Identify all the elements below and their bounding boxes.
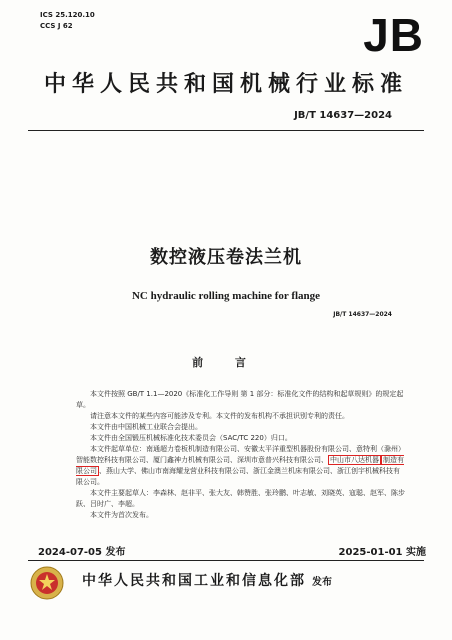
footer-divider [28, 560, 424, 561]
publishing-ministry [82, 570, 332, 590]
ministry-suffix: 发布 [312, 577, 332, 588]
jb-logo: JB [363, 9, 424, 61]
foreword-heading: 前 言 [192, 356, 260, 369]
foreword-paragraph: 本文件由中国机械工业联合会提出。 [90, 423, 202, 431]
ccs-code: CCS J 62 [40, 22, 73, 30]
document-title-english: NC hydraulic rolling machine for flange [131, 290, 321, 302]
foreword-paragraph-drafters [76, 444, 406, 488]
drafter-units-part-a: 本文件起草单位：南通超力卷板机制造有限公司、安徽太平洋重型机器股份有限公司、意特利（滁州）智能数控科技有限公司、厦门鑫神力机械有限公司、深圳市意普兴科技有限公司、 [76, 445, 405, 464]
foreword-paragraph: 本文件为首次发布。 [90, 511, 153, 519]
foreword-body [76, 389, 406, 521]
foreword-paragraph: 本文件按照 GB/T 1.1—2020《标准化工作导则 第 1 部分：标准化文件的结构和起草规则》的规定起草。 [76, 390, 404, 409]
ics-code: ICS 25.120.10 [40, 11, 95, 19]
ministry-name: 中华人民共和国工业和信息化部 [82, 573, 306, 589]
foreword-paragraph: 请注意本文件的某些内容可能涉及专利。本文件的发布机构不承担识别专利的责任。 [90, 412, 349, 420]
foreword-paragraph: 本文件由全国锻压机械标准化技术委员会（SAC/TC 220）归口。 [90, 434, 292, 442]
foreword-paragraph: 本文件主要起草人：李森林、赵非平、张大友、韩赞胜、张玲鹏、叶志敏、刘晓英、寇聪、赵军、陈步跃、吕时广、李超。 [76, 489, 405, 508]
standard-number-small: JB/T 14637—2024 [333, 311, 392, 318]
highlighted-company-line2: 制造有限公司 [76, 456, 404, 475]
document-title-chinese: 数控液压卷法兰机 [150, 247, 302, 268]
implement-date: 2025-01-01 实施 [338, 547, 426, 558]
header-divider [28, 130, 424, 131]
drafter-units-part-b: 、燕山大学、佛山市南海耀龙营业科技有限公司、浙江金澳兰机床有限公司、浙江创宇机械科技有限公司。 [76, 467, 400, 486]
highlighted-company-line1: 中山市八达机器 [330, 456, 379, 464]
standard-number: JB/T 14637—2024 [294, 110, 392, 121]
national-emblem-icon [30, 566, 64, 600]
standard-category-title: 中华人民共和国机械行业标准 [43, 72, 408, 97]
publish-date: 2024-07-05 发布 [38, 547, 126, 558]
